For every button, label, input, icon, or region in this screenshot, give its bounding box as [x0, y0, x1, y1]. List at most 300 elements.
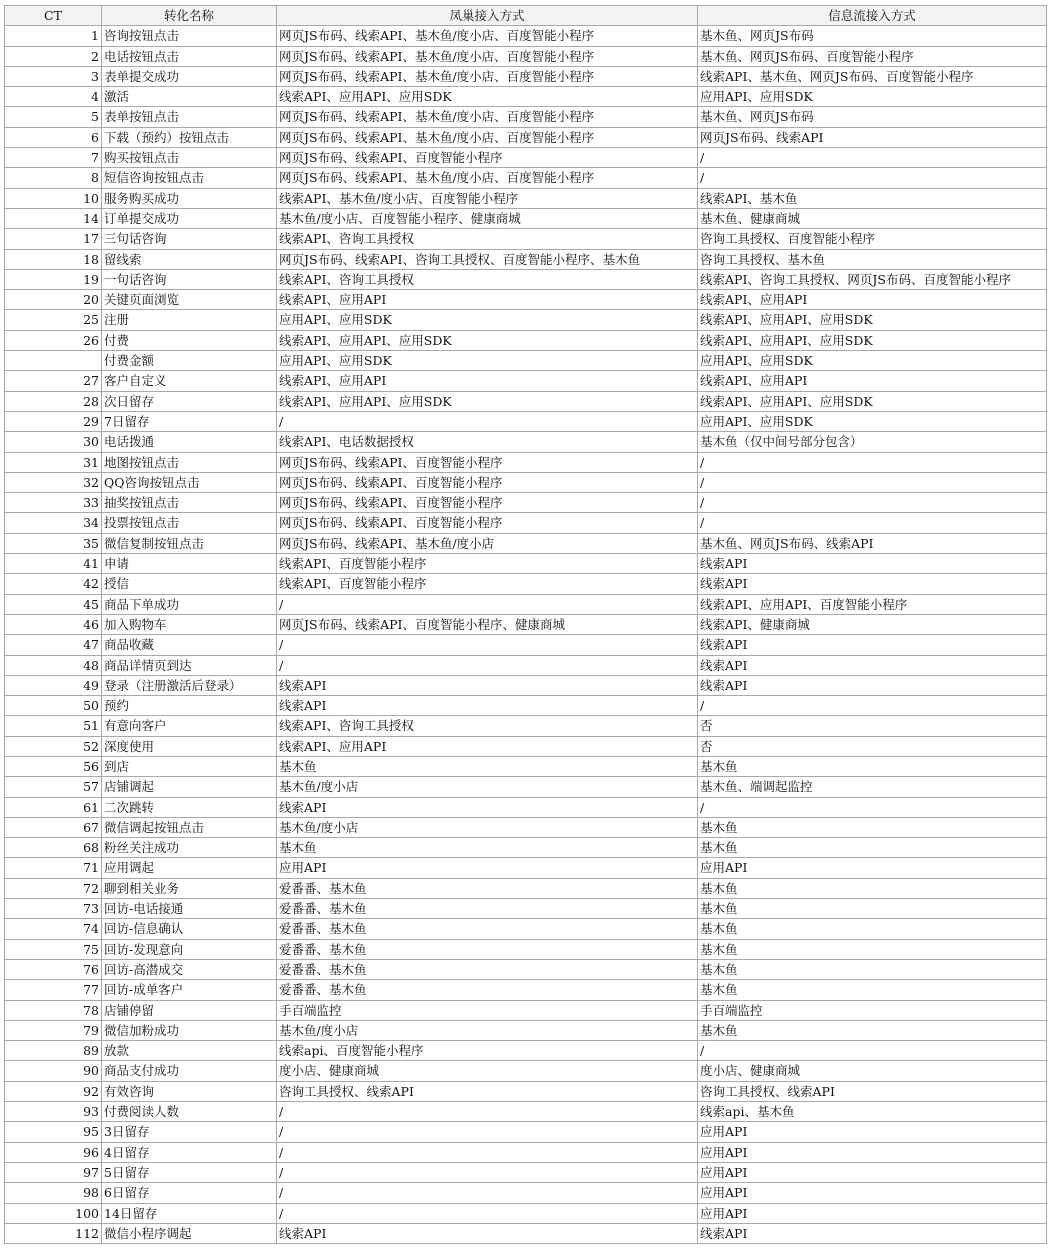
fengchao-access-cell: 爱番番、基木鱼	[277, 878, 698, 898]
conversion-name-cell: 抽奖按钮点击	[102, 493, 277, 513]
ct-cell: 8	[5, 168, 102, 188]
ct-cell: 14	[5, 208, 102, 228]
conversion-name-cell: 二次跳转	[102, 797, 277, 817]
feed-access-cell: /	[698, 513, 1047, 533]
table-row	[5, 208, 1047, 228]
table-row	[5, 817, 1047, 837]
ct-cell: 41	[5, 554, 102, 574]
feed-access-cell: 基木鱼	[698, 959, 1047, 979]
table-row	[5, 188, 1047, 208]
feed-access-cell: 手百端监控	[698, 1000, 1047, 1020]
conversion-name-cell: 登录（注册激活后登录）	[102, 675, 277, 695]
table-row	[5, 391, 1047, 411]
fengchao-access-cell: 线索API	[277, 675, 698, 695]
table-row	[5, 1162, 1047, 1182]
table-row	[5, 919, 1047, 939]
ct-cell: 35	[5, 533, 102, 553]
column-header-feed-access: 信息流接入方式	[698, 6, 1047, 26]
ct-cell: 112	[5, 1223, 102, 1243]
table-row	[5, 87, 1047, 107]
ct-cell: 95	[5, 1122, 102, 1142]
ct-cell: 77	[5, 980, 102, 1000]
ct-cell: 6	[5, 127, 102, 147]
ct-cell: 97	[5, 1162, 102, 1182]
ct-cell: 71	[5, 858, 102, 878]
table-row	[5, 46, 1047, 66]
fengchao-access-cell: /	[277, 1102, 698, 1122]
table-row	[5, 533, 1047, 553]
feed-access-cell: 线索API、应用API、百度智能小程序	[698, 594, 1047, 614]
conversion-name-cell: 注册	[102, 310, 277, 330]
feed-access-cell: 基木鱼、端调起监控	[698, 777, 1047, 797]
feed-access-cell: 基木鱼、网页JS布码	[698, 107, 1047, 127]
ct-cell: 25	[5, 310, 102, 330]
conversion-name-cell: 三句话咨询	[102, 229, 277, 249]
fengchao-access-cell: 基木鱼	[277, 838, 698, 858]
conversion-name-cell: 深度使用	[102, 736, 277, 756]
fengchao-access-cell: /	[277, 594, 698, 614]
conversion-name-cell: 授信	[102, 574, 277, 594]
conversion-name-cell: 应用调起	[102, 858, 277, 878]
fengchao-access-cell: 基木鱼/度小店、百度智能小程序、健康商城	[277, 208, 698, 228]
conversion-name-cell: 关键页面浏览	[102, 290, 277, 310]
feed-access-cell: 应用API、应用SDK	[698, 87, 1047, 107]
fengchao-access-cell: /	[277, 1203, 698, 1223]
fengchao-access-cell: 应用API、应用SDK	[277, 310, 698, 330]
conversion-table	[4, 5, 1047, 1244]
table-row	[5, 148, 1047, 168]
conversion-name-cell: 地图按钮点击	[102, 452, 277, 472]
conversion-name-cell: 回访-发现意向	[102, 939, 277, 959]
table-row	[5, 635, 1047, 655]
fengchao-access-cell: 爱番番、基木鱼	[277, 939, 698, 959]
fengchao-access-cell: 线索API、百度智能小程序	[277, 554, 698, 574]
fengchao-access-cell: 线索api、百度智能小程序	[277, 1041, 698, 1061]
feed-access-cell: 线索API、应用API	[698, 290, 1047, 310]
conversion-name-cell: 有效咨询	[102, 1081, 277, 1101]
feed-access-cell: 否	[698, 716, 1047, 736]
table-row	[5, 26, 1047, 46]
table-row	[5, 330, 1047, 350]
conversion-name-cell: 下载（预约）按钮点击	[102, 127, 277, 147]
ct-cell: 76	[5, 959, 102, 979]
conversion-name-cell: 7日留存	[102, 411, 277, 431]
fengchao-access-cell: /	[277, 655, 698, 675]
ct-cell	[5, 351, 102, 371]
table-row	[5, 1102, 1047, 1122]
feed-access-cell: 基木鱼	[698, 939, 1047, 959]
feed-access-cell: 应用API	[698, 1162, 1047, 1182]
ct-cell: 48	[5, 655, 102, 675]
conversion-name-cell: 一句话咨询	[102, 269, 277, 289]
fengchao-access-cell: 线索API、应用API、应用SDK	[277, 330, 698, 350]
conversion-name-cell: 商品详情页到达	[102, 655, 277, 675]
ct-cell: 32	[5, 472, 102, 492]
feed-access-cell: /	[698, 148, 1047, 168]
feed-access-cell: 基木鱼	[698, 756, 1047, 776]
fengchao-access-cell: 应用API、应用SDK	[277, 351, 698, 371]
conversion-name-cell: 粉丝关注成功	[102, 838, 277, 858]
feed-access-cell: 线索API、基木鱼、网页JS布码、百度智能小程序	[698, 66, 1047, 86]
fengchao-access-cell: /	[277, 1162, 698, 1182]
table-row	[5, 838, 1047, 858]
feed-access-cell: 应用API	[698, 1203, 1047, 1223]
conversion-name-cell: 次日留存	[102, 391, 277, 411]
table-row	[5, 736, 1047, 756]
conversion-name-cell: 有意向客户	[102, 716, 277, 736]
fengchao-access-cell: /	[277, 635, 698, 655]
fengchao-access-cell: /	[277, 1122, 698, 1142]
ct-cell: 33	[5, 493, 102, 513]
conversion-name-cell: 购买按钮点击	[102, 148, 277, 168]
conversion-name-cell: 商品支付成功	[102, 1061, 277, 1081]
ct-cell: 5	[5, 107, 102, 127]
ct-cell: 67	[5, 817, 102, 837]
conversion-name-cell: 5日留存	[102, 1162, 277, 1182]
conversion-name-cell: 14日留存	[102, 1203, 277, 1223]
feed-access-cell: 线索API、咨询工具授权、网页JS布码、百度智能小程序	[698, 269, 1047, 289]
feed-access-cell: /	[698, 1041, 1047, 1061]
feed-access-cell: /	[698, 452, 1047, 472]
ct-cell: 96	[5, 1142, 102, 1162]
table-row	[5, 432, 1047, 452]
conversion-name-cell: 激活	[102, 87, 277, 107]
feed-access-cell: 基木鱼	[698, 919, 1047, 939]
conversion-name-cell: 付费金额	[102, 351, 277, 371]
ct-cell: 34	[5, 513, 102, 533]
ct-cell: 4	[5, 87, 102, 107]
ct-cell: 49	[5, 675, 102, 695]
table-row	[5, 939, 1047, 959]
fengchao-access-cell: 网页JS布码、线索API、百度智能小程序	[277, 493, 698, 513]
ct-cell: 61	[5, 797, 102, 817]
ct-cell: 78	[5, 1000, 102, 1020]
table-row	[5, 696, 1047, 716]
feed-access-cell: 否	[698, 736, 1047, 756]
feed-access-cell: 应用API	[698, 1122, 1047, 1142]
ct-cell: 89	[5, 1041, 102, 1061]
feed-access-cell: 线索API、应用API、应用SDK	[698, 330, 1047, 350]
fengchao-access-cell: 网页JS布码、线索API、百度智能小程序、健康商城	[277, 614, 698, 634]
table-row	[5, 797, 1047, 817]
ct-cell: 29	[5, 411, 102, 431]
table-row	[5, 554, 1047, 574]
conversion-name-cell: 付费	[102, 330, 277, 350]
fengchao-access-cell: 线索API	[277, 696, 698, 716]
table-row	[5, 452, 1047, 472]
feed-access-cell: 基木鱼	[698, 838, 1047, 858]
table-row	[5, 574, 1047, 594]
ct-cell: 18	[5, 249, 102, 269]
conversion-name-cell: 店铺停留	[102, 1000, 277, 1020]
ct-cell: 3	[5, 66, 102, 86]
feed-access-cell: 线索API	[698, 554, 1047, 574]
feed-access-cell: 线索api、基木鱼	[698, 1102, 1047, 1122]
table-row	[5, 1203, 1047, 1223]
conversion-name-cell: 申请	[102, 554, 277, 574]
feed-access-cell: 基木鱼	[698, 878, 1047, 898]
table-row	[5, 351, 1047, 371]
conversion-name-cell: 回访-成单客户	[102, 980, 277, 1000]
conversion-name-cell: 预约	[102, 696, 277, 716]
fengchao-access-cell: 线索API、基木鱼/度小店、百度智能小程序	[277, 188, 698, 208]
table-row	[5, 655, 1047, 675]
fengchao-access-cell: 线索API、百度智能小程序	[277, 574, 698, 594]
feed-access-cell: 应用API、应用SDK	[698, 351, 1047, 371]
conversion-name-cell: 留线索	[102, 249, 277, 269]
fengchao-access-cell: 爱番番、基木鱼	[277, 959, 698, 979]
ct-cell: 57	[5, 777, 102, 797]
feed-access-cell: 线索API、应用API	[698, 371, 1047, 391]
table-row	[5, 899, 1047, 919]
ct-cell: 79	[5, 1020, 102, 1040]
feed-access-cell: /	[698, 168, 1047, 188]
fengchao-access-cell: 线索API、应用API	[277, 371, 698, 391]
table-row	[5, 594, 1047, 614]
table-row	[5, 493, 1047, 513]
ct-cell: 30	[5, 432, 102, 452]
feed-access-cell: 线索API	[698, 574, 1047, 594]
ct-cell: 26	[5, 330, 102, 350]
feed-access-cell: 咨询工具授权、基木鱼	[698, 249, 1047, 269]
fengchao-access-cell: 线索API、应用API	[277, 736, 698, 756]
fengchao-access-cell: /	[277, 1183, 698, 1203]
feed-access-cell: 线索API	[698, 1223, 1047, 1243]
table-row	[5, 1183, 1047, 1203]
fengchao-access-cell: 网页JS布码、线索API、百度智能小程序	[277, 513, 698, 533]
conversion-name-cell: 微信复制按钮点击	[102, 533, 277, 553]
ct-cell: 100	[5, 1203, 102, 1223]
conversion-name-cell: 短信咨询按钮点击	[102, 168, 277, 188]
ct-cell: 72	[5, 878, 102, 898]
ct-cell: 56	[5, 756, 102, 776]
table-row	[5, 614, 1047, 634]
conversion-name-cell: 4日留存	[102, 1142, 277, 1162]
column-header-conversion-name: 转化名称	[102, 6, 277, 26]
table-row	[5, 513, 1047, 533]
ct-cell: 74	[5, 919, 102, 939]
table-row	[5, 66, 1047, 86]
fengchao-access-cell: 基木鱼/度小店	[277, 817, 698, 837]
fengchao-access-cell: 网页JS布码、线索API、基木鱼/度小店、百度智能小程序	[277, 26, 698, 46]
feed-access-cell: /	[698, 696, 1047, 716]
table-row	[5, 1061, 1047, 1081]
ct-cell: 52	[5, 736, 102, 756]
conversion-name-cell: 咨询按钮点击	[102, 26, 277, 46]
conversion-name-cell: 加入购物车	[102, 614, 277, 634]
fengchao-access-cell: 线索API、应用API	[277, 290, 698, 310]
fengchao-access-cell: 爱番番、基木鱼	[277, 919, 698, 939]
feed-access-cell: 咨询工具授权、线索API	[698, 1081, 1047, 1101]
fengchao-access-cell: 网页JS布码、线索API、百度智能小程序	[277, 472, 698, 492]
fengchao-access-cell: 线索API、应用API、应用SDK	[277, 391, 698, 411]
fengchao-access-cell: 网页JS布码、线索API、基木鱼/度小店、百度智能小程序	[277, 107, 698, 127]
fengchao-access-cell: 线索API、应用API、应用SDK	[277, 87, 698, 107]
feed-access-cell: /	[698, 472, 1047, 492]
conversion-name-cell: 回访-高潜成交	[102, 959, 277, 979]
table-row	[5, 127, 1047, 147]
conversion-name-cell: 客户自定义	[102, 371, 277, 391]
feed-access-cell: 线索API	[698, 655, 1047, 675]
fengchao-access-cell: 网页JS布码、线索API、咨询工具授权、百度智能小程序、基木鱼	[277, 249, 698, 269]
feed-access-cell: /	[698, 493, 1047, 513]
table-row	[5, 1041, 1047, 1061]
table-row	[5, 310, 1047, 330]
column-header-fengchao-access: 凤巢接入方式	[277, 6, 698, 26]
conversion-name-cell: 付费阅读人数	[102, 1102, 277, 1122]
conversion-name-cell: 商品下单成功	[102, 594, 277, 614]
feed-access-cell: 基木鱼、网页JS布码、线索API	[698, 533, 1047, 553]
fengchao-access-cell: /	[277, 411, 698, 431]
fengchao-access-cell: 咨询工具授权、线索API	[277, 1081, 698, 1101]
fengchao-access-cell: 网页JS布码、线索API、基木鱼/度小店	[277, 533, 698, 553]
table-row	[5, 411, 1047, 431]
feed-access-cell: 应用API	[698, 858, 1047, 878]
feed-access-cell: 线索API、基木鱼	[698, 188, 1047, 208]
ct-cell: 75	[5, 939, 102, 959]
ct-cell: 17	[5, 229, 102, 249]
fengchao-access-cell: 网页JS布码、线索API、基木鱼/度小店、百度智能小程序	[277, 127, 698, 147]
ct-cell: 90	[5, 1061, 102, 1081]
ct-cell: 46	[5, 614, 102, 634]
ct-cell: 93	[5, 1102, 102, 1122]
conversion-name-cell: 放款	[102, 1041, 277, 1061]
ct-cell: 19	[5, 269, 102, 289]
fengchao-access-cell: 手百端监控	[277, 1000, 698, 1020]
fengchao-access-cell: 基木鱼	[277, 756, 698, 776]
table-row	[5, 472, 1047, 492]
ct-cell: 1	[5, 26, 102, 46]
table-row	[5, 1142, 1047, 1162]
ct-cell: 28	[5, 391, 102, 411]
conversion-name-cell: 6日留存	[102, 1183, 277, 1203]
conversion-name-cell: 微信调起按钮点击	[102, 817, 277, 837]
table-row	[5, 371, 1047, 391]
feed-access-cell: 网页JS布码、线索API	[698, 127, 1047, 147]
conversion-name-cell: 商品收藏	[102, 635, 277, 655]
fengchao-access-cell: 网页JS布码、线索API、基木鱼/度小店、百度智能小程序	[277, 66, 698, 86]
fengchao-access-cell: 应用API	[277, 858, 698, 878]
ct-cell: 20	[5, 290, 102, 310]
feed-access-cell: 应用API	[698, 1183, 1047, 1203]
conversion-name-cell: 表单按钮点击	[102, 107, 277, 127]
conversion-name-cell: 聊到相关业务	[102, 878, 277, 898]
table-row	[5, 980, 1047, 1000]
feed-access-cell: 应用API	[698, 1142, 1047, 1162]
feed-access-cell: 线索API	[698, 675, 1047, 695]
fengchao-access-cell: 度小店、健康商城	[277, 1061, 698, 1081]
ct-cell: 7	[5, 148, 102, 168]
conversion-name-cell: 微信小程序调起	[102, 1223, 277, 1243]
conversion-name-cell: 3日留存	[102, 1122, 277, 1142]
table-row	[5, 107, 1047, 127]
table-row	[5, 1223, 1047, 1243]
feed-access-cell: 基木鱼	[698, 980, 1047, 1000]
table-row	[5, 290, 1047, 310]
feed-access-cell: 基木鱼、健康商城	[698, 208, 1047, 228]
feed-access-cell: 线索API	[698, 635, 1047, 655]
feed-access-cell: 咨询工具授权、百度智能小程序	[698, 229, 1047, 249]
column-header-ct: CT	[5, 6, 102, 26]
table-row	[5, 1020, 1047, 1040]
fengchao-access-cell: 线索API、咨询工具授权	[277, 269, 698, 289]
conversion-name-cell: 回访-信息确认	[102, 919, 277, 939]
table-row	[5, 756, 1047, 776]
fengchao-access-cell: 线索API、电话数据授权	[277, 432, 698, 452]
ct-cell: 47	[5, 635, 102, 655]
conversion-name-cell: 回访-电话接通	[102, 899, 277, 919]
fengchao-access-cell: 线索API、咨询工具授权	[277, 229, 698, 249]
fengchao-access-cell: 网页JS布码、线索API、基木鱼/度小店、百度智能小程序	[277, 168, 698, 188]
feed-access-cell: 基木鱼（仅中间号部分包含）	[698, 432, 1047, 452]
ct-cell: 2	[5, 46, 102, 66]
table-row	[5, 675, 1047, 695]
conversion-name-cell: 订单提交成功	[102, 208, 277, 228]
feed-access-cell: 线索API、应用API、应用SDK	[698, 391, 1047, 411]
table-row	[5, 1122, 1047, 1142]
conversion-name-cell: 表单提交成功	[102, 66, 277, 86]
ct-cell: 68	[5, 838, 102, 858]
table-row	[5, 1000, 1047, 1020]
table-row	[5, 959, 1047, 979]
feed-access-cell: /	[698, 797, 1047, 817]
fengchao-access-cell: 爱番番、基木鱼	[277, 980, 698, 1000]
table-body	[5, 26, 1047, 1244]
ct-cell: 51	[5, 716, 102, 736]
fengchao-access-cell: 基木鱼/度小店	[277, 777, 698, 797]
ct-cell: 73	[5, 899, 102, 919]
fengchao-access-cell: 基木鱼/度小店	[277, 1020, 698, 1040]
table-row	[5, 249, 1047, 269]
feed-access-cell: 线索API、应用API、应用SDK	[698, 310, 1047, 330]
table-row	[5, 716, 1047, 736]
table-row	[5, 858, 1047, 878]
feed-access-cell: 基木鱼	[698, 1020, 1047, 1040]
conversion-name-cell: 服务购买成功	[102, 188, 277, 208]
fengchao-access-cell: 网页JS布码、线索API、基木鱼/度小店、百度智能小程序	[277, 46, 698, 66]
conversion-name-cell: 到店	[102, 756, 277, 776]
feed-access-cell: 基木鱼、网页JS布码、百度智能小程序	[698, 46, 1047, 66]
conversion-name-cell: 微信加粉成功	[102, 1020, 277, 1040]
ct-cell: 31	[5, 452, 102, 472]
table-row	[5, 168, 1047, 188]
ct-cell: 10	[5, 188, 102, 208]
ct-cell: 92	[5, 1081, 102, 1101]
table-row	[5, 777, 1047, 797]
fengchao-access-cell: 爱番番、基木鱼	[277, 899, 698, 919]
header-row	[5, 6, 1047, 26]
fengchao-access-cell: 线索API	[277, 797, 698, 817]
fengchao-access-cell: 线索API、咨询工具授权	[277, 716, 698, 736]
table-row	[5, 229, 1047, 249]
conversion-name-cell: QQ咨询按钮点击	[102, 472, 277, 492]
conversion-name-cell: 电话拨通	[102, 432, 277, 452]
feed-access-cell: 基木鱼	[698, 899, 1047, 919]
feed-access-cell: 基木鱼	[698, 817, 1047, 837]
table-row	[5, 1081, 1047, 1101]
ct-cell: 98	[5, 1183, 102, 1203]
feed-access-cell: 基木鱼、网页JS布码	[698, 26, 1047, 46]
ct-cell: 45	[5, 594, 102, 614]
conversion-name-cell: 电话按钮点击	[102, 46, 277, 66]
fengchao-access-cell: 网页JS布码、线索API、百度智能小程序	[277, 148, 698, 168]
fengchao-access-cell: 网页JS布码、线索API、百度智能小程序	[277, 452, 698, 472]
fengchao-access-cell: 线索API	[277, 1223, 698, 1243]
ct-cell: 50	[5, 696, 102, 716]
table-row	[5, 878, 1047, 898]
ct-cell: 42	[5, 574, 102, 594]
feed-access-cell: 应用API、应用SDK	[698, 411, 1047, 431]
